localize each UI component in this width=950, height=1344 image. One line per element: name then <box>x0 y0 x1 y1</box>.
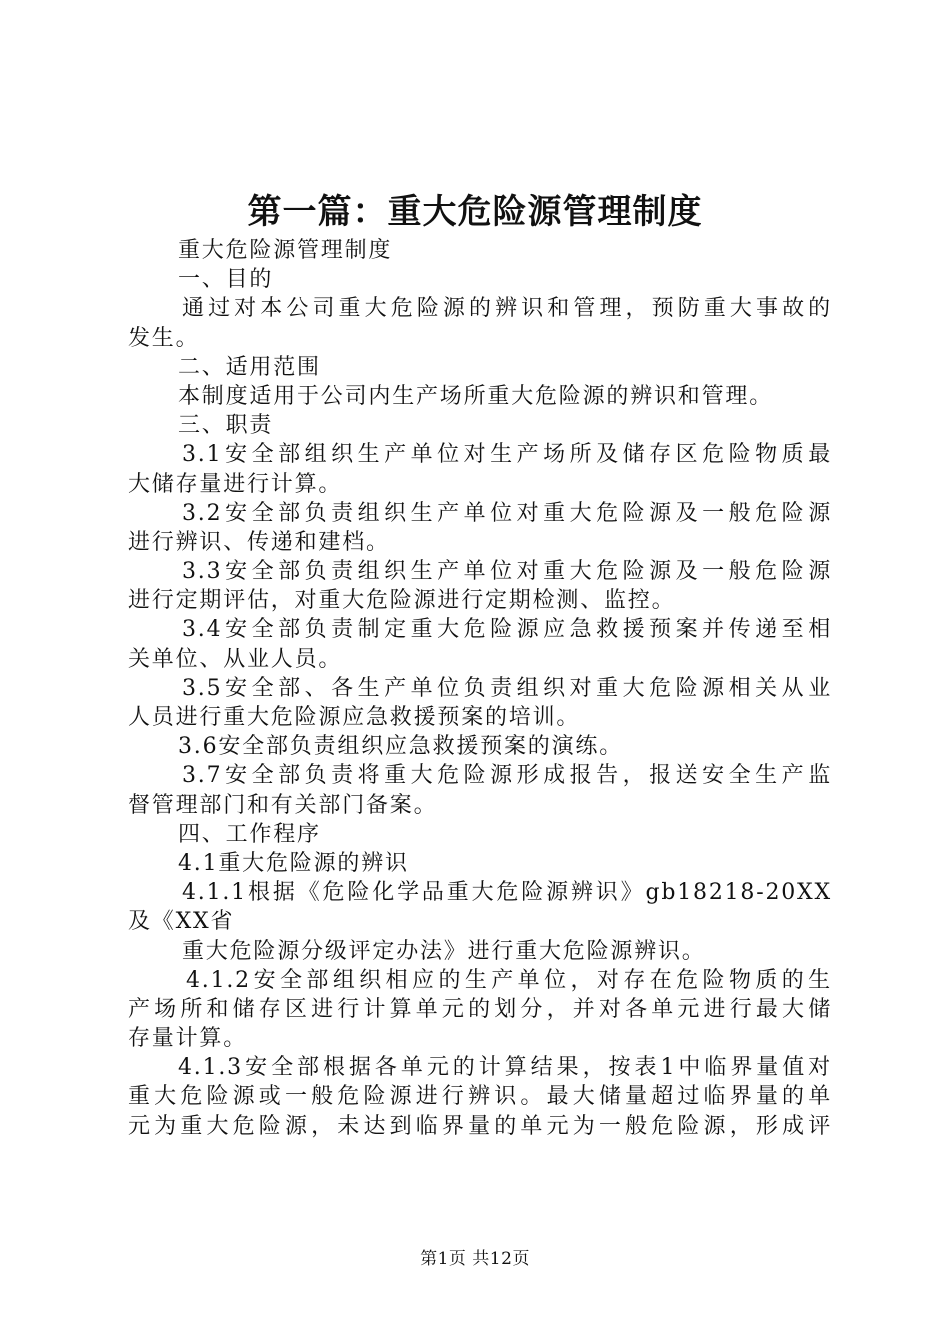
footer-total-pages: 12 <box>489 1249 513 1269</box>
document-line: 督管理部门和有关部门备案。 <box>128 792 438 818</box>
document-line: 四、工作程序 <box>178 821 321 847</box>
document-line: 3.2安全部负责组织生产单位对重大危险源及一般危险源 <box>182 500 832 526</box>
document-line: 4.1重大危险源的辨识 <box>178 850 409 876</box>
document-line: 3.4安全部负责制定重大危险源应急救援预案并传递至相 <box>182 617 832 643</box>
document-line: 发生。 <box>128 325 200 351</box>
document-line: 一、目的 <box>178 267 274 293</box>
document-line: 进行辨识、传递和建档。 <box>128 529 390 555</box>
document-line: 元为重大危险源，未达到临界量的单元为一般危险源，形成评 <box>128 1113 832 1139</box>
document-title: 第一篇：重大危险源管理制度 <box>247 192 703 232</box>
document-line: 通过对本公司重大危险源的辨识和管理，预防重大事故的 <box>182 296 832 322</box>
document-line: 存量计算。 <box>128 1026 248 1052</box>
page-footer <box>0 1244 950 1269</box>
document-line: 4.1.1根据《危险化学品重大危险源辨识》gb18218-20XX <box>182 880 832 906</box>
document-line: 二、适用范围 <box>178 354 321 380</box>
document-line: 4.1.2安全部组织相应的生产单位，对存在危险物质的生 <box>186 967 832 993</box>
document-line: 4.1.3安全部根据各单元的计算结果，按表1中临界量值对 <box>178 1055 832 1081</box>
footer-suffix: 页 <box>512 1249 530 1269</box>
document-line: 3.5安全部、各生产单位负责组织对重大危险源相关从业 <box>182 675 832 701</box>
document-line: 3.3安全部负责组织生产单位对重大危险源及一般危险源 <box>182 559 832 585</box>
document-line: 3.6安全部负责组织应急救援预案的演练。 <box>178 734 623 760</box>
document-line: 及《XX省 <box>128 909 235 935</box>
document-line: 3.1安全部组织生产单位对生产场所及储存区危险物质最 <box>182 442 832 468</box>
document-line: 本制度适用于公司内生产场所重大危险源的辨识和管理。 <box>178 383 774 409</box>
document-line: 三、职责 <box>178 413 274 439</box>
footer-mid: 页 共 <box>448 1249 490 1269</box>
document-line: 人员进行重大危险源应急救援预案的培训。 <box>128 705 581 730</box>
document-line: 3.7安全部负责将重大危险源形成报告，报送安全生产监 <box>182 763 832 789</box>
document-line: 重大危险源或一般危险源进行辨识。最大储量超过临界量的单 <box>128 1084 832 1110</box>
footer-prefix: 第 <box>420 1249 438 1269</box>
document-body <box>128 236 832 1141</box>
document-line: 进行定期评估，对重大危险源进行定期检测、监控。 <box>128 588 676 614</box>
footer-current-page: 1 <box>437 1249 449 1269</box>
document-line: 产场所和储存区进行计算单元的划分，并对各单元进行最大储 <box>128 996 832 1022</box>
document-line: 重大危险源管理制度 <box>178 238 393 263</box>
document-line: 大储存量进行计算。 <box>128 471 343 497</box>
document-line: 重大危险源分级评定办法》进行重大危险源辨识。 <box>182 938 706 964</box>
document-line: 关单位、从业人员。 <box>128 646 343 672</box>
